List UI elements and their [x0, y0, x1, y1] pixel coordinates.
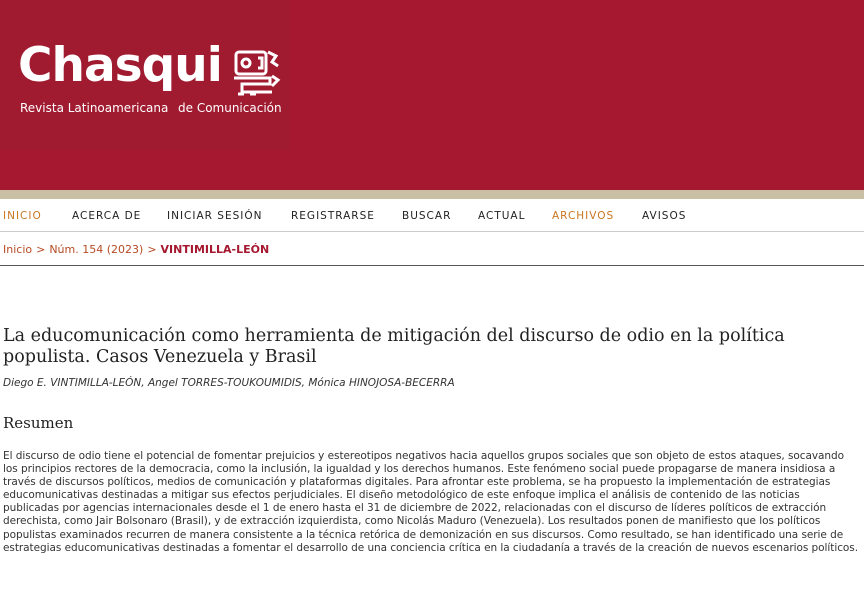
abstract-text: El discurso de odio tiene el potencial de fomentar prejuicios y estereotipos negativos hacia aquellos grupos sociales que son objeto de estos ataques, socavando los principios rectores de la democracia, como la inclusión, la igualdad y los derechos humanos. Este fenómeno social puede propagarse de manera insidiosa a través de discursos políticos, medios de comunicación y plataformas digitales. Para afrontar este problema, se ha propuesto la implementación de estrategias educomunicativas destinadas a mitigar sus efectos perjudiciales. El diseño metodológico de este enfoque implica el análisis de contenido de las noticias publicadas por agencias internacionales desde el 1 de enero hasta el 31 de diciembre de 2022, relacionadas con el discurso de líderes políticos de extracción derechista, como Jair Bolsonaro (Brasil), y de extracción izquierdista, como Nicolás Maduro (Venezuela). Los resultados ponen de manifiesto que los políticos populistas examinados recurren de manera consistente a la técnica retórica de demonización en sus discursos. Como resultado, se han identificado una serie de estrategias educomunicativas destinadas a fomentar el desarrollo de una conciencia crítica en la ciudadanía a través de la creación de nuevos escenarios políticos. [3, 450, 859, 554]
logo-subtitle-left: Revista Latinoamericana [20, 101, 169, 115]
logo-title: Chasqui [18, 38, 222, 93]
nav-item-inicio[interactable]: INICIO [3, 210, 42, 222]
nav-item-registrarse[interactable]: REGISTRARSE [291, 210, 375, 222]
article-authors: Diego E. VINTIMILLA-LEÓN, Angel TORRES-TOUKOUMIDIS, Mónica HINOJOSA-BECERRA [3, 377, 455, 389]
breadcrumb-home[interactable]: Inicio [3, 243, 33, 256]
breadcrumb-current: VINTIMILLA-LEÓN [160, 243, 270, 256]
nav-item-buscar[interactable]: BUSCAR [402, 210, 452, 222]
logo-subtitle-right: de Comunicación [178, 101, 282, 115]
breadcrumb-separator: > [147, 243, 157, 256]
nav-item-actual[interactable]: ACTUAL [478, 210, 526, 222]
header-band [0, 190, 864, 199]
mask-icon [228, 46, 282, 100]
breadcrumb-separator: > [36, 243, 46, 256]
nav-item-avisos[interactable]: AVISOS [642, 210, 687, 222]
nav-item-acerca[interactable]: ACERCA DE [72, 210, 142, 222]
main-nav [0, 199, 864, 232]
abstract-heading: Resumen [3, 414, 74, 432]
nav-item-archivos[interactable]: ARCHIVOS [552, 210, 615, 222]
divider [0, 265, 864, 266]
nav-item-iniciar-sesion[interactable]: INICIAR SESIÓN [167, 210, 263, 222]
breadcrumb [3, 243, 269, 256]
article-title: La educomunicación como herramienta de mitigación del discurso de odio en la política populista. Casos Venezuela y Brasil [3, 326, 785, 367]
breadcrumb-issue[interactable]: Núm. 154 (2023) [49, 243, 144, 256]
logo[interactable] [0, 0, 290, 150]
